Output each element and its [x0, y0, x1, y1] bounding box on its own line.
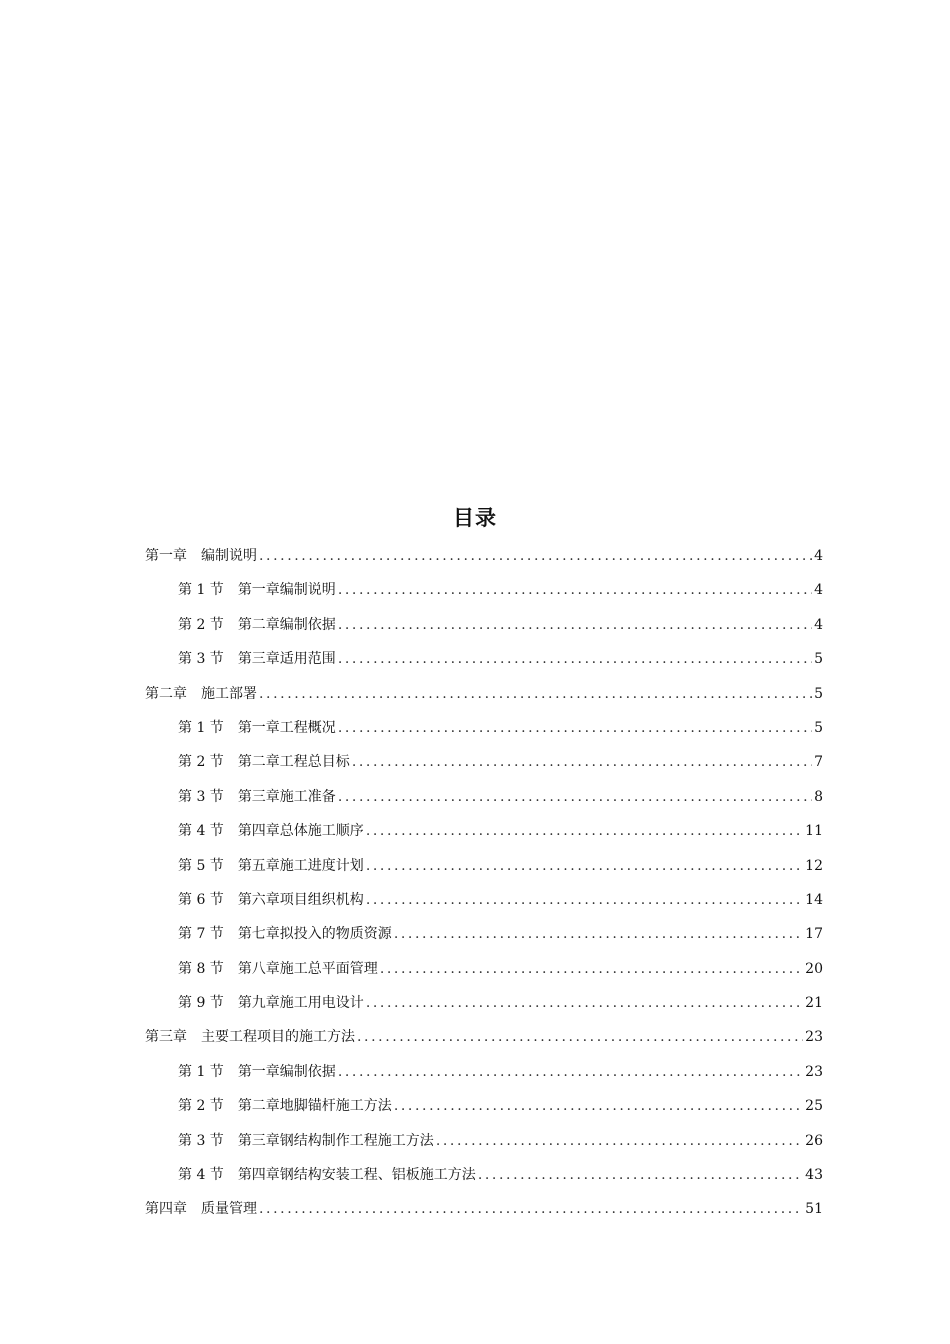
- toc-entry-text: 第一章工程概况: [237, 719, 336, 736]
- toc-dot-leader: [259, 539, 812, 573]
- toc-entry-number: 第 5 节: [178, 857, 224, 874]
- toc-entry-number: 第一章: [145, 548, 187, 564]
- toc-entry-number: 第 8 节: [178, 960, 224, 977]
- toc-entry-text: 第三章钢结构制作工程施工方法: [237, 1132, 434, 1149]
- toc-entry-page: 8: [814, 788, 823, 805]
- toc-entry[interactable]: [145, 608, 823, 642]
- toc-entry[interactable]: [145, 883, 823, 917]
- toc-dot-leader: [338, 608, 812, 642]
- toc-dot-leader: [366, 883, 803, 917]
- toc-entry-page: 26: [805, 1132, 823, 1149]
- toc-dot-leader: [338, 1055, 803, 1089]
- toc-entry-page: 25: [805, 1098, 823, 1115]
- toc-entry-number: 第二章: [145, 685, 187, 702]
- toc-entry-number: 第 2 节: [178, 1098, 224, 1115]
- toc-entry-text: 第七章拟投入的物质资源: [237, 926, 392, 943]
- toc-entry-number: 第 9 节: [178, 995, 224, 1012]
- toc-entry-text: 第三章施工准备: [237, 788, 336, 805]
- toc-entry-page: 23: [805, 1029, 823, 1046]
- toc-entry-page: 5: [814, 719, 823, 736]
- toc-entry-number: 第 2 节: [178, 754, 224, 771]
- toc-title: 目录: [453, 506, 497, 530]
- toc-entry[interactable]: [145, 986, 823, 1020]
- toc-entry[interactable]: [145, 711, 823, 745]
- toc-entry-page: 17: [805, 926, 823, 943]
- toc-entry-page: 51: [805, 1201, 823, 1218]
- toc-entry-page: 20: [805, 960, 823, 977]
- toc-dot-leader: [338, 573, 812, 607]
- toc-entry[interactable]: [145, 1055, 823, 1089]
- toc-entry-number: 第 1 节: [178, 582, 224, 599]
- toc-dot-leader: [436, 1124, 803, 1158]
- toc-entry-page: 43: [805, 1167, 823, 1184]
- toc-entry-text: 第八章施工总平面管理: [237, 960, 378, 977]
- toc-entry[interactable]: [145, 677, 823, 711]
- toc-entry-text: 施工部署: [201, 685, 257, 702]
- toc-entry-page: 7: [814, 754, 823, 771]
- toc-entry-page: 12: [805, 857, 823, 874]
- toc-entry-page: 4: [814, 616, 823, 633]
- toc-entry[interactable]: [145, 780, 823, 814]
- toc-entry[interactable]: [145, 1158, 823, 1192]
- toc-dot-leader: [338, 642, 812, 676]
- toc-entry-page: 5: [814, 651, 823, 668]
- toc-entry-number: 第 3 节: [178, 651, 224, 668]
- toc-entry-text: 第四章钢结构安装工程、铝板施工方法: [237, 1167, 476, 1184]
- toc-dot-leader: [380, 952, 803, 986]
- toc-entry-page: 11: [805, 823, 823, 840]
- toc-entry[interactable]: [145, 917, 823, 951]
- toc-dot-leader: [352, 745, 812, 779]
- toc-entry-text: 主要工程项目的施工方法: [201, 1029, 355, 1046]
- toc-entry[interactable]: [145, 573, 823, 607]
- toc-dot-leader: [338, 780, 812, 814]
- toc-entry-number: 第 2 节: [178, 616, 224, 633]
- toc-entry[interactable]: [145, 1192, 823, 1226]
- toc-entry-number: 第 6 节: [178, 891, 224, 908]
- toc-entry-text: 第二章工程总目标: [237, 754, 350, 771]
- toc-entry-page: 4: [814, 548, 823, 564]
- toc-entry-text: 第六章项目组织机构: [237, 891, 364, 908]
- toc-entry-page: 21: [805, 995, 823, 1012]
- toc-entry[interactable]: [145, 1089, 823, 1123]
- toc-dot-leader: [394, 917, 803, 951]
- toc-entry-page: 5: [814, 685, 823, 702]
- toc-entry-text: 第二章编制依据: [237, 616, 336, 633]
- toc-entry-number: 第 1 节: [178, 719, 224, 736]
- toc-entry-text: 第一章编制依据: [237, 1063, 336, 1080]
- toc-entry-text: 第四章总体施工顺序: [237, 823, 364, 840]
- toc-entry-text: 第九章施工用电设计: [237, 995, 364, 1012]
- toc-dot-leader: [366, 986, 803, 1020]
- toc-entry[interactable]: [145, 1124, 823, 1158]
- toc-entry-text: 第二章地脚锚杆施工方法: [237, 1098, 392, 1115]
- toc-entry-number: 第 7 节: [178, 926, 224, 943]
- toc-entry-text: 质量管理: [201, 1201, 257, 1218]
- toc-dot-leader: [394, 1089, 803, 1123]
- toc-entry-text: 第一章编制说明: [237, 582, 336, 599]
- toc-entry[interactable]: [145, 1020, 823, 1054]
- toc-entry-number: 第 4 节: [178, 823, 224, 840]
- toc-entry[interactable]: [145, 539, 823, 573]
- toc-list: [145, 539, 823, 1227]
- toc-entry-page: 23: [805, 1063, 823, 1080]
- toc-entry-number: 第四章: [145, 1201, 187, 1218]
- toc-entry[interactable]: [145, 814, 823, 848]
- toc-entry-number: 第 3 节: [178, 1132, 224, 1149]
- toc-dot-leader: [259, 677, 812, 711]
- toc-entry[interactable]: [145, 642, 823, 676]
- toc-dot-leader: [366, 849, 803, 883]
- toc-entry-number: 第 4 节: [178, 1167, 224, 1184]
- toc-entry[interactable]: [145, 745, 823, 779]
- toc-dot-leader: [478, 1158, 803, 1192]
- toc-entry-text: 第五章施工进度计划: [237, 857, 364, 874]
- toc-dot-leader: [338, 711, 812, 745]
- toc-dot-leader: [357, 1020, 803, 1054]
- toc-entry-number: 第 3 节: [178, 788, 224, 805]
- toc-entry-page: 4: [814, 582, 823, 599]
- toc-entry-text: 编制说明: [201, 548, 257, 564]
- toc-dot-leader: [366, 814, 803, 848]
- toc-entry[interactable]: [145, 849, 823, 883]
- toc-dot-leader: [259, 1192, 803, 1226]
- toc-entry-number: 第 1 节: [178, 1063, 224, 1080]
- toc-entry[interactable]: [145, 952, 823, 986]
- toc-entry-number: 第三章: [145, 1029, 187, 1046]
- toc-entry-text: 第三章适用范围: [237, 651, 336, 668]
- toc-entry-page: 14: [805, 891, 823, 908]
